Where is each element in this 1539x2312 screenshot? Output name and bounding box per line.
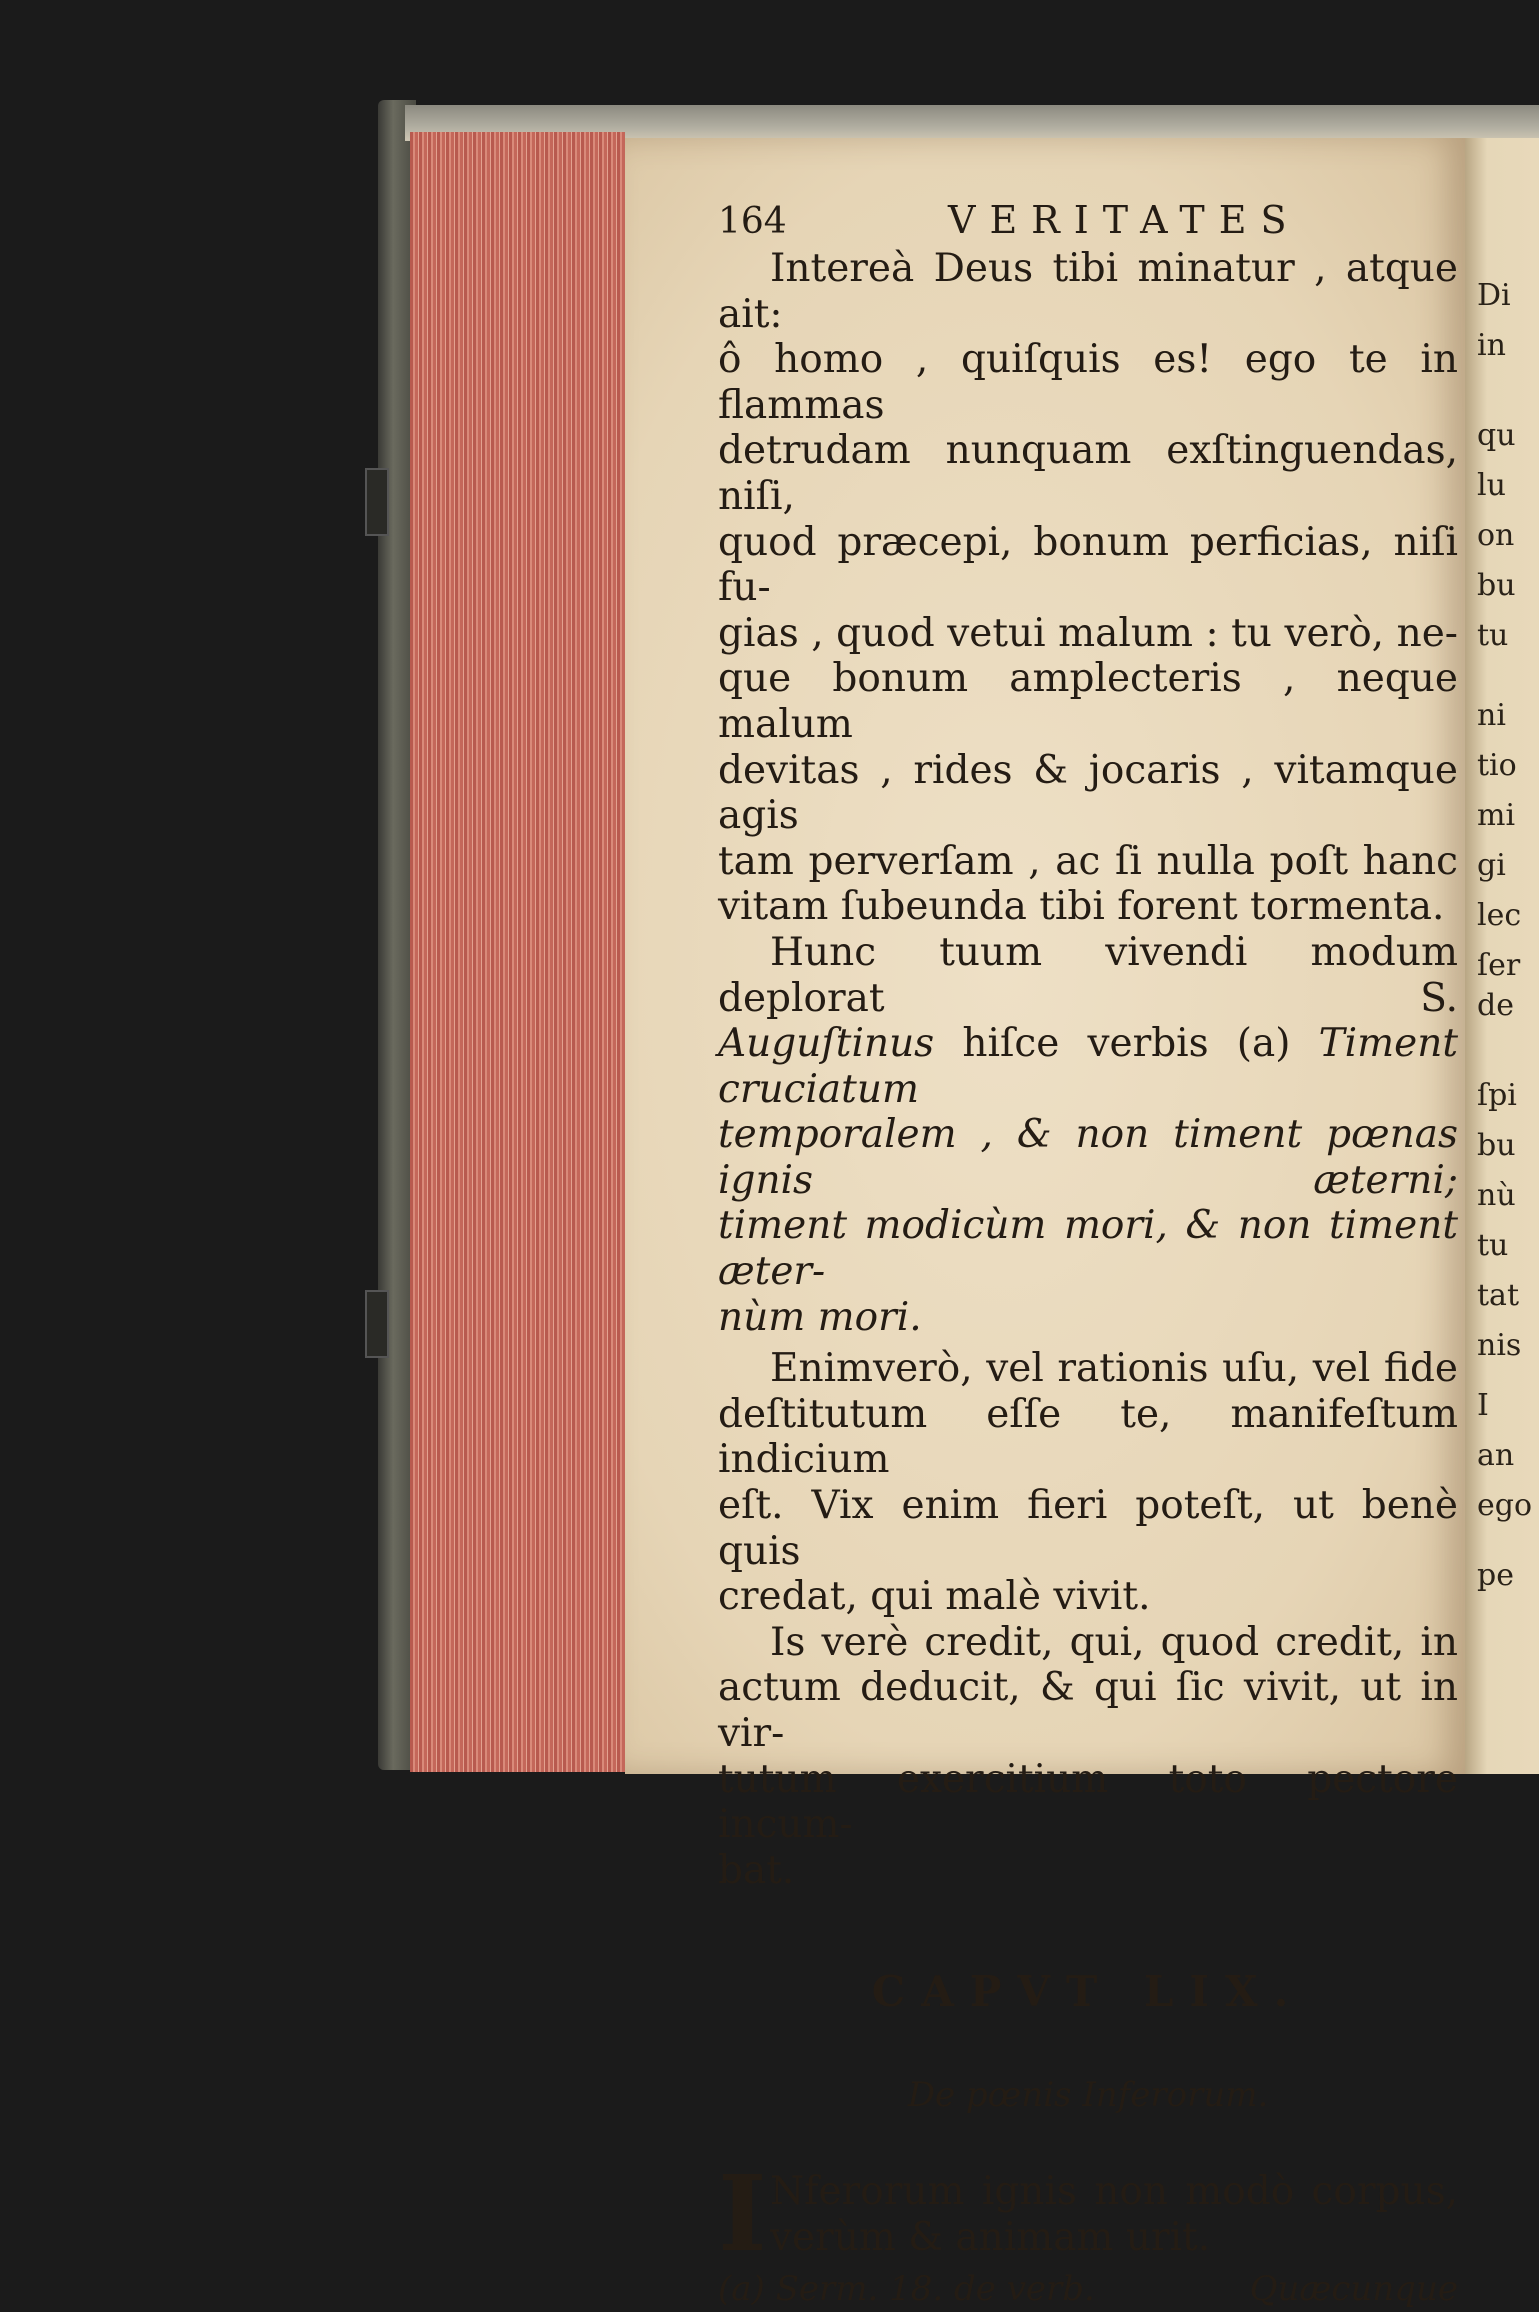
- facing-page-fragment: nis: [1477, 1328, 1522, 1363]
- text-line: Enimverò, vel rationis uſu, vel fide: [770, 1346, 1458, 1392]
- text-line: deſtitutum eſſe te, manifeſtum indicium: [718, 1391, 1458, 1483]
- drop-cap: I: [718, 2152, 767, 2276]
- quote-span: Timent cruciatum: [718, 1021, 1458, 1112]
- facing-page-fragment: ſpi: [1477, 1078, 1517, 1113]
- text-line: Is verè credit, qui, quod credit, in: [770, 1619, 1458, 1665]
- facing-page-fragment: de: [1477, 988, 1514, 1023]
- text-line: [718, 1021, 1458, 1112]
- initial-lines: [770, 2169, 1458, 2260]
- text-line: gias , quod vetui malum : tu verò, ne-: [718, 610, 1458, 656]
- text-line: que bonum amplecteris , neque malum: [718, 656, 1458, 747]
- facing-page-fragment: an: [1477, 1438, 1515, 1473]
- facing-page-fragment: mi: [1477, 798, 1516, 833]
- chapter-subtitle: De pœnis Inferorum.: [907, 2075, 1269, 2116]
- text-line: eſt. Vix enim fieri poteſt, ut benè quis: [718, 1483, 1458, 1574]
- paragraph-1: [718, 246, 1458, 930]
- facing-page-fragment: in: [1477, 328, 1506, 363]
- facing-page-fragment: on: [1477, 518, 1515, 553]
- quote-line: timent modicùm mori, & non timent æter-: [718, 1203, 1458, 1295]
- chapter-heading: CAPVT LIX.: [871, 1967, 1305, 2017]
- text-line: tutum exercitium toto pectore incum-: [718, 1756, 1458, 1848]
- footnote-reference: (a) Serm. 18. de verb.: [718, 2268, 1095, 2309]
- clasp-upper: [365, 468, 389, 536]
- facing-page-fragment: bu: [1477, 1128, 1516, 1163]
- text-line: devitas , rides & jocaris , vitamque agis: [718, 747, 1458, 839]
- facing-page-fragment: ego: [1477, 1488, 1533, 1523]
- facing-page-fragment: Di: [1477, 278, 1511, 313]
- facing-page-fragment: I: [1477, 1388, 1489, 1423]
- quote-line: nùm mori.: [718, 1294, 922, 1340]
- text-span: hiſce verbis (a): [934, 1021, 1319, 1067]
- facing-page-fragment: bu: [1477, 568, 1516, 603]
- facing-page-fragment: tu: [1477, 618, 1509, 653]
- facing-page-fragment: ſer: [1477, 948, 1521, 983]
- text-line: credat, qui malè vivit.: [718, 1574, 1151, 1620]
- facing-page-fragment: nù: [1477, 1178, 1516, 1213]
- text-line: quod præcepi, bonum perficias, niſi fu-: [718, 519, 1458, 611]
- page-text: [718, 198, 1458, 2312]
- facing-page-fragment: lu: [1477, 468, 1506, 503]
- footnote: [718, 2267, 1458, 2312]
- text-line: ô homo , quiſquis es! ego te in flammas: [718, 337, 1458, 428]
- text-line: Intereà Deus tibi minatur , atque ait:: [718, 246, 1458, 337]
- facing-page-fragment: qu: [1477, 418, 1516, 453]
- running-title: VERITATES: [948, 198, 1301, 242]
- text-line: detrudam nunquam exſtinguendas, niſi,: [718, 428, 1458, 519]
- catchword: Quæcunque: [1249, 2268, 1458, 2309]
- text-line: Nferorum ignis non modò corpus,: [770, 2169, 1458, 2215]
- author-name: Auguſtinus: [718, 1021, 935, 1067]
- text-line: actum deducit, & qui ſic vivit, ut in vir-: [718, 1665, 1458, 1756]
- facing-page-edge: [1465, 138, 1539, 1774]
- text-line: verùm & animam urit.: [770, 2214, 1211, 2260]
- paragraph-3: [718, 1346, 1458, 1620]
- facing-page-fragment: tu: [1477, 1228, 1509, 1263]
- clasp-lower: [365, 1290, 389, 1358]
- running-head: [718, 198, 1458, 246]
- text-line: vitam ſubeunda tibi forent tormenta.: [718, 884, 1445, 930]
- initial-paragraph: [718, 2152, 1458, 2276]
- facing-page-fragment: ni: [1477, 698, 1506, 733]
- text-line: bat.: [718, 1847, 795, 1893]
- facing-page-fragment: tat: [1477, 1278, 1519, 1313]
- text-line: tam perverſam , ac ſi nulla poſt hanc: [718, 838, 1458, 884]
- red-page-edges: [410, 132, 625, 1772]
- facing-page-fragment: pe: [1477, 1558, 1514, 1593]
- paragraph-2: [718, 930, 1458, 1340]
- facing-page-fragment: tio: [1477, 748, 1517, 783]
- paragraph-4: [718, 1620, 1458, 1894]
- facing-page-fragment: gi: [1477, 848, 1506, 883]
- text-line: Hunc tuum vivendi modum deplorat S.: [718, 929, 1458, 1021]
- facing-page-fragment: lec: [1477, 898, 1522, 933]
- quote-line: temporalem , & non timent pœnas ignis æterni;: [718, 1112, 1458, 1203]
- page-number: 164: [718, 201, 787, 242]
